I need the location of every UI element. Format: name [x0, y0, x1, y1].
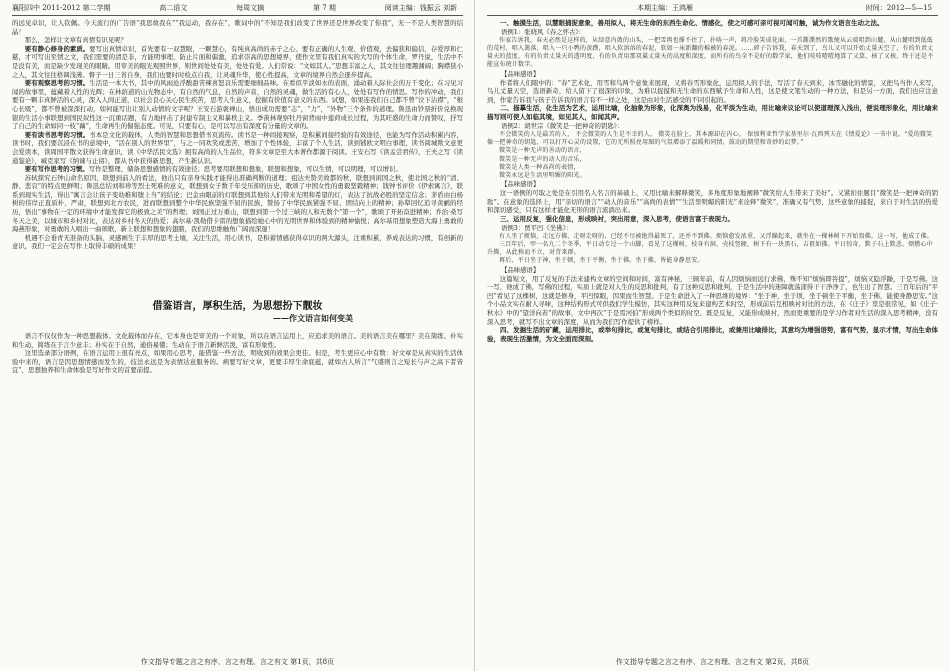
example-label: 语例2：胡世宗《微笑是一把神奇的钥匙》： — [501, 121, 624, 130]
comment-text: 这篇短文，用了反复的手法来建构文章的空间和时间，富有神秘，三顾年前，有人因烦恼而远行求佛，殊不知“烦恼即菩提”，烦恼又隐浮躁，于是写佛。这一写，他成了佛，写佛的过程，实质上就是对人生的反思和批判，有了这种反思和批判，于是生活中的迷障就荡漾得干干净净了，也生出了智慧。三百年后的“平凹”看见了这棵树，这就是修身，平凹惊眼，因果而生智慧。于是生命进入了一种思维的境界：“坐于神，坐于坝，坐于顿坐于平衡，坐于佛，能使身静思安。”这个小品文实在耐人寻味，这种结构形式可供我们学生模仿，其实这种用反复来建构艺术时空，形成前后互相映衬对比的方法，在《庄子》里是很常见，如《庄子·秋水》中的“望洋向若”的故事，文中再次“于是焉河伯”形成两个类似的时空，既是反复，又能形成映衬，然而更重要的是学习作者对生活的深入思考精神，没有深入思考，就写不出文章的深度，从而为我们写作提供了榜样。 — [487, 274, 938, 326]
section-point-4: 四、发掘生活的矿藏，运用排比，或举句排比，或复句排比，或结合引用排比，或兼用比喻排比，其意均为增强语势，富有气势，显示才情，写出生命体验，表现生活激情，为文全面而深刻。 — [487, 326, 938, 343]
example-line: 微笑是一种无声的善动的语言， — [499, 147, 586, 155]
example-line: 微笑是人类一种高尚的表情， — [499, 163, 580, 171]
example-text: 作家告诉我，春天必然是这样的，从绿意内敛的山头，一把雪再也撑不住了，扑哧一声，将冷脸笑成花面，一首澌澌然的歌便从云端唱到山麓，从山麓唱到低低的荒村，唱入篱落，唱入一只小鸭的黄蹼，唱入软溶溶的春泥，软如一床新翻的棉被的春泥。……碎子告诉我，春天到了，鸟儿又可以开始丈量天空了，有的负责丈量天的蓝度，有的负责丈量天的透明度，有的负责用那双翼丈量天的高度和深度，而所有的鸟全不是好的数学家，他们吱吱喳喳地算了又算，核了又核，终于还是不能宣布统计数字。 — [487, 36, 934, 69]
issue: 第 7 期 — [312, 4, 336, 12]
right-page-header — [487, 4, 938, 16]
paragraph — [12, 79, 463, 131]
paragraph-body: 写作是整理、储备思想感情的有效途径；思考要用联想和想象，联想和想象，可以生情，可以明理，可以增识。 — [88, 165, 402, 174]
article-subtitle: ——作文语言如何变美 — [273, 313, 353, 324]
paragraph — [12, 131, 463, 165]
example-text: 有人坐了烦恼，走远方佛，走呀走呀的，已经不尽被绝得最死了，还并不到佛。烦恼愈发浓重，又浮躁起来，就坐在一棵林树下开始寫佛。这一写，他成了佛。 — [499, 232, 934, 240]
paragraph: 这里选录部分语例，在语言运用上很有亮点，如果用心思考，能借鉴一些方法，明收到的效果会更佳。但是，考生更应心中有数：好文章是从真实的生活体验中来的，语言是因思想情感而发生的，技法永远是为表情达意服务的。病要写好文章，更要丰厚生命底蕴，就如古人所言“气盛则言之短长与声之高下者皆宜”，思想独养和生命体验是写好作文的首要前提。 — [12, 349, 463, 375]
page-footer: 作文指导专题之言之有序、言之有理、言之有文 第2页，共8页 — [615, 658, 810, 666]
grade: 高二语文 — [159, 4, 188, 12]
editors: 阅读主编：钱振云 刘新 — [384, 4, 457, 12]
paragraph-lead: 要有写作思考的习惯。 — [24, 165, 89, 174]
section-point-3: 三、运用反复，强化信息，形成映衬，突出用意，深入思考，使语言富于表现力。 — [500, 214, 734, 223]
paragraph-lead: 要有静心修身的素质。 — [24, 44, 90, 53]
comment-label: 【品味感语】 — [501, 180, 540, 189]
example-label: 语例3：贾平凹《坐佛》： — [501, 223, 573, 232]
paragraph-body: 生活是一本大书，其中的风雨沧浮酸甜苦辣喜怒哀乐需要细细品味。在看似平淡如水的表面，涌动着人际社会的万千变化；在习见习闻的故事里，蕴藏着人性的光辉；在林荫道的山光物态中，有自然的气息，自然的声音，自然的灵魂，做生活的有心人，处处有写作的情思。写作的冲动，我们要有一颗丰真鲜活的心灵，深入人间正道，以社会良心关心民生疾苦，思考人生意义，挖掘有价值有意义的东西。试想，如果连我们自己都不曾“泣下沾襟”，“根心长吸”，都不曾被深深打动，如何能写出让别人动情的文字呢？王安石游褒禅山，悟出成功需要“志”，“力”，“外物”三个条件的道理。鲁迅由钞票折价兑换现银的生活小事联想到国民奴性这一沉重话题，有力地抨击了封建专制主义和暴秩主义。季羡林观察牡丹窗背雨中莲荷成长过程，为其旺盛的生命力而赞叹，抒写了自己的生命如同一枝“藕”，生命再生的倔强态度。可见，只要有心，是可以写出有深度有分量的文章的。 — [12, 79, 464, 131]
example-text: 再后，平日坐于神，坐于顿，坐于平衡，坐于佛。坐于佛，皆能身静思安。 — [499, 257, 704, 265]
paragraph: 的远见卓识，让人钦佩。今天流行的广告语“我思故我在”“我运动，我存在”，歌词中的“不知是我们改变了世界还是世界改变了你我”，无一不是人类智慧的结晶！ — [12, 19, 463, 36]
comment-text: 作者将人们眼中的：“春”艺术化，用雪和鸟两个意象来展现，又将春雪形象化，运用拟人的手法，写活了春天到来，冰雪融化的情景，又把鸟当作人来写，鸟儿丈量天空，选语新奇，给人留下了很深的印象，为难以捉摸和无生命的东西赋予生命和人性，这是使文笔生动的一种方法，但是另一方面，我们也应注意到，作家告诉我与孩子告诉我的语言有不一样之处，这是由对生活感受的不同引起的。 — [487, 78, 938, 104]
right-page — [475, 0, 950, 671]
course: 每周文摘 — [236, 4, 265, 12]
paragraph-lead: 要有读书思考的习惯。 — [24, 130, 90, 139]
section-point-2: 二、描摹生活，化生活为艺术，运用比喻，化抽象为形象，化深奥为浅易，化平淡为生动，用比喻来议论可以使道理深入浅出，便说理形象化，用比喻来描写则可使人如临其境，如见其人，如闻其声。 — [487, 104, 938, 122]
example-line: 微笑永远是生活里明媚的阳光。 — [499, 172, 586, 179]
left-page-header — [12, 4, 463, 16]
page-footer: 作文指导专题之言之有序、言之有理、言之有文 第1页，共8页 — [140, 658, 335, 666]
comment-label: 【品味感语】 — [501, 265, 540, 274]
article-title: 借鉴语言，厚积生活，为思想扮下靓妆 — [152, 301, 323, 313]
paragraph-body: 要写出真情卓识，首先要有一双慧眼，一颗慧心，有纯真高尚的赤子之心。要有正确的人生观、价值观，去偏狭和偏信，存爱厚和仁慈，才可写出至情之文，我们需要的清是非，方能明事理，防止片面和偏激，追求崇高的思想境界，使作文里有我们真实的大写的个体生命，罗丹说，生活中不是没有美，而是缺少发现美的眼睛。用审美的眼光观照世界，则世间处处有美，处处有爱。人们常说：“文如其人。”思想丰富之人，其文往往理趣渊阔；胸襟狭小之人，其文往往格调浅薄。督子一日三省自身，我们也要时时检点自我，让灵魂升华，使心性提高，文章的境界自然会逐步提高。 — [12, 44, 464, 79]
comment-text: 这一语例的可取之处是在引用名人名言的基础上，又用比喻来解释微笑，多角度形象地阐释“微笑给人生带来了美好”。又紧扣住题目“微笑是一把神奇的钥匙”。在意象的选择上，用“亲切的语言”“动人的音乐”“高尚的表情”“生活里明媚的阳光”来诠释“微笑”，准确又有气势，这些意象的捕捉，来自于对生活的热爱和深切感受，只有这样才能化无形的语言流淌出来。 — [487, 189, 938, 215]
paragraph — [12, 45, 463, 79]
example-text: 不会微笑的人是最苦的人， 不会微笑的人生是不幸的人。 微笑在脸上，其本源却在内心。 保加利亚哲学家基里尔·瓦西列夫在《情爱论》一书中说，“爱的微笑像一把神奇的钥匙，可以打开心灵的设置，它的无所照亮用图的气氛增添了温暖和同情，鼓动的期望和奇妙的幻梦。” — [487, 130, 933, 147]
spacer — [12, 251, 463, 291]
comment-label: 【品味感语】 — [501, 69, 540, 78]
section-point-1: 一、触摸生活，以慧眼捕捉意象，善用拟人，将无生命的东西生命化、情感化，使之可感可亲可视可闻可触，诚为作文语言生动之法。 — [500, 19, 884, 27]
example-line: 微笑是一种无声的动人的音乐， — [499, 155, 586, 163]
paragraph: 机遇不会垂青无准备的头脑，灵感画生于丰厚的思考土壤，关注生活，用心读书，是积蓄情感获得卓识的两大源头，注重积累，养成表达的习惯，有创新的意识，我们一定会在写作上取得丰硕的成果！ — [12, 233, 463, 251]
paragraph: 语言不仅仅作为一种思想载体、文化载体而存在，它本身也是审美的一个对象，所以在语言运用上，应追求美的语言。美的语言美在哪里？美在简练、朴实和生动，简练在于言少意丰；朴实在于自然，通俗易懂；生动在于语言新鲜活泼，富有形象性。 — [12, 332, 463, 349]
school-term: 襄阳四中 2011-2012 第二学期 — [12, 4, 111, 12]
example-text: 三百年后，甲一名九二个冬季，平日动专过一个山脚，看见了这棵树，枝身有洞，壳枝竖硬，树下有一块黑石，吉祖如佛。平日惊奇，默子石上默悲。烦燃心中升腾，从此称而不立，对背来群。 — [487, 240, 934, 257]
paragraph-lead: 要有观察思考的习惯。 — [24, 79, 90, 88]
example-label: 语例1：张晓风《春之怀古》： — [501, 27, 585, 36]
paragraph: 那么，怎样让文章有真情有识见呢？ — [24, 36, 128, 45]
paragraph: 苏轼探究石钟山命名原因，联想到前人的看法，他出只有亲身实践才能得出准确判断的道理；祖达夫赞美故都的秋，联想到闲国之秋，使北国之秋的“清、静、悲哀”的特点更鲜明；鲁迅总结刘和珍等烈士死难的意义，联想到女子数千年受压抑的历史，歌颂了中国女性的勇毅坚毅精神；钱钟书评价《伊索寓言》，联系到现实生活，得出“寓言会让孩子变幼稚和堕上当”的结论；巴金由眼前的灯联想到其他给人们带来光明和希望的灯，表达了抗战必胜的坚定信念；茅盾由白杨树的伟岸正直质朴，严肃，联想到北方农民，进而联想到整个中华民族坚强不屈的民族，赞扬了中华民族紧强不屈、团结向上的精神；孙犁回忆追寻黄鹂的经历，悟出“事物在一定的环境中才能发挥它的极致之美”的哲理；刘国正过万重山，联想到第一个过三峡的人和无数个“第一个”，歌颂了开拓奋进精神；乔治·桑写冬天之美，以城市和乡村对比，表达对乡村冬天的热爱；高尔基·凯勒借卡雷的想象描绘她心中的光明世界和体验到的精神愉悦；高尔基用想象塑造大海上勇敢的海燕形象，对勇敢的人唱出一曲颂歌，新上联想和想象的翅膀，我们的思维触角广阔而深邃！ — [12, 173, 463, 234]
editor: 本期主编：王鸿雁 — [637, 4, 693, 12]
date: 时间：2012—5—15 — [865, 4, 932, 12]
paragraph-body: 书本是文化的载体，人类的智慧和思想借书页流传。读书是一种间接观察，是积累间接经验的有效途径，也能为写作活动积累内容，读书时，我们要沉浸在书的意境中，“活在别人的世界里”，与之一同欢笑或悲苦，增加了个性体验，丰富了个人生活，读到铺欧文明白事理，读书阅城欺文意更会爱读本，读周国平散文获得生命意识，读《中华活民文选》拥有高尚的人生品位，符多文章是至大本著作都源于阅读。王安石写《读孟尝君传》，王夫之写《读通鉴论》，臧克家写《纳谏与止谤》，都从书中获得新思想，产生新认识。 — [12, 130, 464, 165]
paragraph — [12, 165, 463, 174]
